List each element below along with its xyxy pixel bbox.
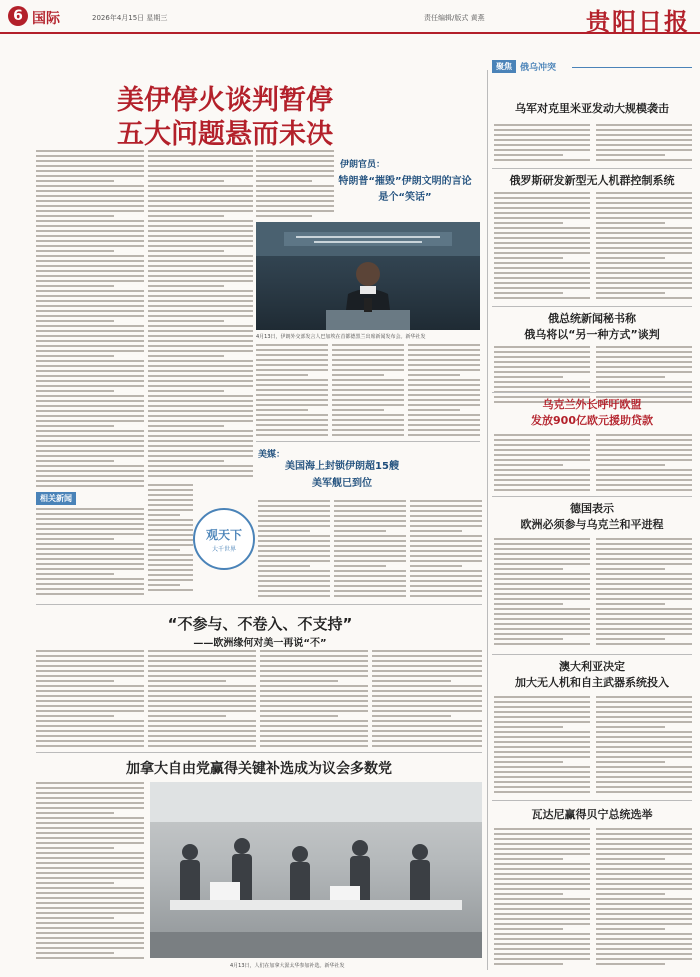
iran-story-body-left (256, 150, 334, 220)
iran-story-kicker: 伊朗官员： (340, 160, 386, 170)
commentary-headline: “不参与、不卷入、不支持” (167, 615, 353, 633)
masthead (0, 0, 700, 34)
blockade-kicker: 美媒： (258, 450, 286, 460)
story-3-headline-line-1: 俄总统新闻秘书称 (548, 312, 636, 325)
canada-body-col-1 (36, 782, 144, 962)
story-2-body-col-1 (494, 192, 590, 302)
lead-article-body-col-1 (36, 150, 144, 490)
column-logo (193, 508, 255, 570)
iran-story-headline-line-2: 是个“笑话” (378, 192, 432, 203)
story-7-body-col-2 (596, 828, 692, 968)
lead-article-body-col-2 (148, 150, 253, 480)
commentary-body-col-2 (148, 650, 256, 750)
section-name: 国际 (32, 11, 60, 27)
column-logo-subtitle: 大千世界 (211, 546, 236, 553)
commentary-subhead: ——欧洲缘何对美一再说“不” (193, 638, 327, 649)
lead-article-body-col-3 (148, 484, 193, 594)
by-election-photo (150, 782, 482, 958)
press-conference-illustration (256, 222, 480, 330)
page-number: 6 (8, 6, 28, 26)
column-divider (487, 70, 488, 970)
story-5-headline-line-1: 德国表示 (570, 502, 614, 515)
story-3-headline-line-2: 俄乌将以“另一种方式”谈判 (524, 328, 660, 341)
story-2-headline: 俄罗斯研发新型无人机群控制系统 (509, 174, 675, 187)
story-6-body-col-1 (494, 696, 590, 796)
divider (492, 168, 692, 169)
story-1-body-col-1 (494, 124, 590, 164)
feature-rule (572, 67, 692, 68)
blockade-body-col-2 (334, 500, 406, 600)
blockade-body-col-3 (410, 500, 482, 600)
dateline: 2026年4月15日 星期三 (92, 14, 168, 22)
feature-tag: 聚焦 (492, 60, 516, 73)
divider (492, 306, 692, 307)
story-4-body-col-1 (494, 434, 590, 494)
lead-headline-line-1: 美伊停火谈判暂停 (117, 85, 333, 116)
commentary-body-col-4 (372, 650, 482, 750)
divider (492, 392, 692, 393)
by-election-illustration (150, 782, 482, 958)
story-1-headline: 乌军对克里米亚发动大规模袭击 (515, 102, 669, 115)
story-5-body-col-2 (596, 538, 692, 648)
story-2-body-col-2 (596, 192, 692, 302)
newspaper-logo: 贵阳日报 (586, 7, 690, 36)
feature-banner (492, 60, 692, 74)
iran-story-body-col-2 (332, 344, 404, 439)
iran-story-body-col-1 (256, 344, 328, 439)
story-4-body-col-2 (596, 434, 692, 494)
divider (492, 800, 692, 801)
story-7-body-col-1 (494, 828, 590, 968)
story-5-headline-line-2: 欧洲必须参与乌克兰和平进程 (520, 518, 664, 531)
commentary-body-col-3 (260, 650, 368, 750)
left-related-body (36, 508, 144, 600)
iran-story-headline-line-1: 特朗普“摧毁”伊朗文明的言论 (338, 176, 472, 187)
divider (492, 496, 692, 497)
commentary-body-col-1 (36, 650, 144, 750)
editor-credits: 责任编辑/版式 黄燕 (424, 14, 485, 22)
divider (36, 604, 482, 605)
press-conference-photo (256, 222, 480, 330)
story-4-headline-line-2: 发放900亿欧元援助贷款 (531, 414, 653, 427)
story-4-headline-line-1: 乌克兰外长呼吁欧盟 (542, 398, 642, 411)
story-6-headline-line-1: 澳大利亚决定 (559, 660, 625, 673)
story-6-headline-line-2: 加大无人机和自主武器系统投入 (515, 676, 669, 689)
iran-story-body-col-3 (408, 344, 480, 439)
by-election-photo-caption: 4月13日，人们在加拿大渥太华参加补选。新华社发 (230, 963, 345, 969)
divider (36, 752, 482, 753)
blockade-headline: 美国海上封锁伊朗超15艘美军舰已到位 (285, 461, 399, 489)
lead-headline-line-2: 五大问题悬而未决 (117, 119, 333, 150)
column-logo-title: 观天下 (205, 528, 242, 542)
story-1-body-col-2 (596, 124, 692, 164)
divider (492, 654, 692, 655)
press-conference-photo-caption: 4月13日，伊朗外交部发言人巴加埃在首都德黑兰出席新闻发布会。新华社发 (256, 334, 426, 340)
feature-title: 俄乌冲突 (520, 63, 557, 73)
canada-headline: 加拿大自由党赢得关键补选成为议会多数党 (126, 761, 392, 777)
divider (256, 441, 480, 442)
story-7-headline: 瓦达尼赢得贝宁总统选举 (531, 808, 653, 821)
story-6-body-col-2 (596, 696, 692, 796)
blockade-body-col-1 (258, 500, 330, 600)
story-5-body-col-1 (494, 538, 590, 648)
related-news-label: 相关新闻 (36, 492, 76, 505)
